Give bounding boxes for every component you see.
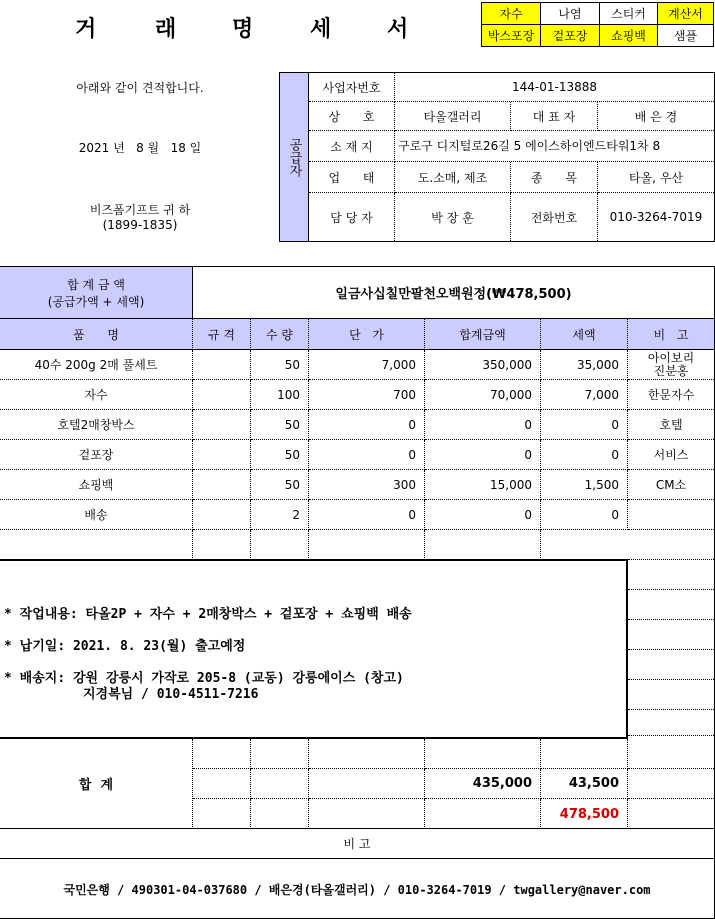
total-amount-label: 합 계 금 액: [67, 277, 125, 292]
row-price: 0: [309, 410, 425, 440]
row-qty: 2: [251, 500, 309, 530]
tag-invoice: 계산서: [657, 2, 714, 25]
name-value: 타올갤러리: [395, 102, 511, 131]
col-spec: 규 격: [193, 319, 251, 350]
col-price: 단 가: [309, 319, 425, 350]
row-note: 서비스: [628, 440, 714, 470]
supplier-box: [279, 72, 715, 242]
row-qty: 50: [251, 470, 309, 500]
col-tax: 세액: [541, 319, 628, 350]
table-row: [0, 350, 714, 380]
addr-value: 구로구 디지털로26길 5 에이스하이엔드타워1차 8: [395, 131, 714, 162]
row-qty: 50: [251, 410, 309, 440]
row-tax: 0: [541, 410, 628, 440]
row-total: 350,000: [425, 350, 541, 380]
biz-label: 업 태: [309, 162, 395, 193]
row-note: 호텔: [628, 410, 714, 440]
row-note: [628, 500, 714, 530]
title-char-1: 거: [75, 16, 97, 42]
name-label: 상 호: [309, 102, 395, 131]
row-total: 0: [425, 440, 541, 470]
reg-label: 사업자번호: [309, 73, 395, 102]
row-tax: 7,000: [541, 380, 628, 410]
row-spec: [193, 410, 251, 440]
row-tax: 0: [541, 500, 628, 530]
rep-value: 배 은 경: [598, 102, 714, 131]
notes-box: [0, 559, 628, 739]
phone-value: 010-3264-7019: [609, 210, 703, 224]
row-tax: 1,500: [541, 470, 628, 500]
total-amount-label-cell: [0, 267, 193, 319]
bank-info-footer: 국민은행 / 490301-04-037680 / 배은경(타올갤러리) / 010-3264-7019 / twgallery@naver.com: [63, 882, 651, 897]
item-value: 타올, 우산: [598, 162, 714, 193]
table-row: [0, 470, 714, 500]
tag-sticker: 스티커: [599, 2, 658, 25]
table-row: [0, 440, 714, 470]
row-spec: [193, 380, 251, 410]
recipient-name: 비즈폼기프트 귀 하: [89, 202, 191, 217]
summary-tax: 43,500: [541, 769, 628, 799]
title-char-3: 명: [232, 16, 254, 42]
row-name: 40수 200g 2매 풀세트: [0, 350, 193, 380]
main-table: [0, 266, 715, 919]
row-name: 배송: [0, 500, 193, 530]
phone-label: 전화번호: [511, 193, 598, 241]
issue-date: 2021 년 8 월 18 일: [78, 140, 202, 155]
tag-shopping-bag: 쇼핑백: [599, 24, 658, 47]
addr-label: 소 재 지: [309, 131, 395, 162]
row-spec: [193, 500, 251, 530]
contact-value: 박 장 훈: [395, 193, 511, 241]
row-price: 300: [309, 470, 425, 500]
table-row: [0, 500, 714, 530]
contact-label: 담 당 자: [309, 193, 395, 241]
recipient-phone: (1899-1835): [102, 218, 178, 232]
note-column-bg: [628, 530, 714, 736]
row-tax: 0: [541, 440, 628, 470]
summary-grand-total: 478,500: [541, 799, 628, 829]
row-price: 700: [309, 380, 425, 410]
col-total: 합계금액: [425, 319, 541, 350]
remark-label: 비 고: [0, 829, 714, 859]
reg-value: 144-01-13888: [395, 73, 714, 102]
title-char-2: 래: [155, 16, 177, 42]
row-note: CM소: [628, 470, 714, 500]
note-recipient: 지경복님 / 010-4511-7216: [83, 687, 259, 702]
note-work: * 작업내용: 타올2P + 자수 + 2매창박스 + 겉포장 + 쇼핑백 배송: [4, 607, 412, 622]
table-row-empty: [0, 530, 714, 560]
row-tax: 35,000: [541, 350, 628, 380]
table-row: [0, 380, 714, 410]
row-qty: 50: [251, 350, 309, 380]
row-qty: 50: [251, 440, 309, 470]
tag-embroidery: 자수: [481, 2, 541, 25]
row-name: 자수: [0, 380, 193, 410]
row-name: 겉포장: [0, 440, 193, 470]
row-note-line1: 아이보리: [647, 351, 695, 365]
tag-sample: 샘플: [657, 24, 714, 47]
col-qty: 수 량: [251, 319, 309, 350]
title-char-5: 서: [387, 16, 409, 42]
rep-label: 대 표 자: [511, 102, 598, 131]
tag-print: 나염: [540, 2, 600, 25]
summary-grid: [193, 739, 714, 829]
document-title: [0, 0, 480, 52]
supplier-side-label: 공급자: [280, 73, 309, 241]
row-note: [628, 350, 714, 380]
note-address: * 배송지: 강원 강릉시 가작로 205-8 (교동) 강릉에이스 (창고): [4, 671, 404, 686]
row-total: 70,000: [425, 380, 541, 410]
intro-text: 아래와 같이 견적합니다.: [76, 80, 204, 95]
note-delivery-date: * 납기일: 2021. 8. 23(월) 출고예정: [4, 639, 246, 654]
row-name: 쇼핑백: [0, 470, 193, 500]
row-total: 0: [425, 500, 541, 530]
row-spec: [193, 350, 251, 380]
total-amount-sublabel: (공급가액 + 세액): [47, 294, 145, 309]
row-total: 0: [425, 410, 541, 440]
biz-value: 도.소매, 제조: [395, 162, 511, 193]
row-name: 호텔2매창박스: [0, 410, 193, 440]
summary-label: 합 계: [0, 739, 193, 829]
row-note-line2: 진분홍: [653, 364, 689, 378]
row-note: 한문자수: [628, 380, 714, 410]
total-amount-text: 일금사십칠만팔천오백원정(₩478,500): [193, 267, 714, 319]
item-label: 종 목: [511, 162, 598, 193]
row-spec: [193, 440, 251, 470]
col-item: 품 명: [0, 319, 193, 350]
row-spec: [193, 470, 251, 500]
tag-box-packing: 박스포장: [481, 24, 541, 47]
tag-outer-packing: 겉포장: [540, 24, 600, 47]
row-price: 0: [309, 500, 425, 530]
row-total: 15,000: [425, 470, 541, 500]
row-price: 0: [309, 440, 425, 470]
title-char-4: 세: [310, 16, 332, 42]
table-row: [0, 410, 714, 440]
row-qty: 100: [251, 380, 309, 410]
col-note: 비 고: [628, 319, 714, 350]
row-price: 7,000: [309, 350, 425, 380]
summary-total: 435,000: [425, 769, 541, 799]
